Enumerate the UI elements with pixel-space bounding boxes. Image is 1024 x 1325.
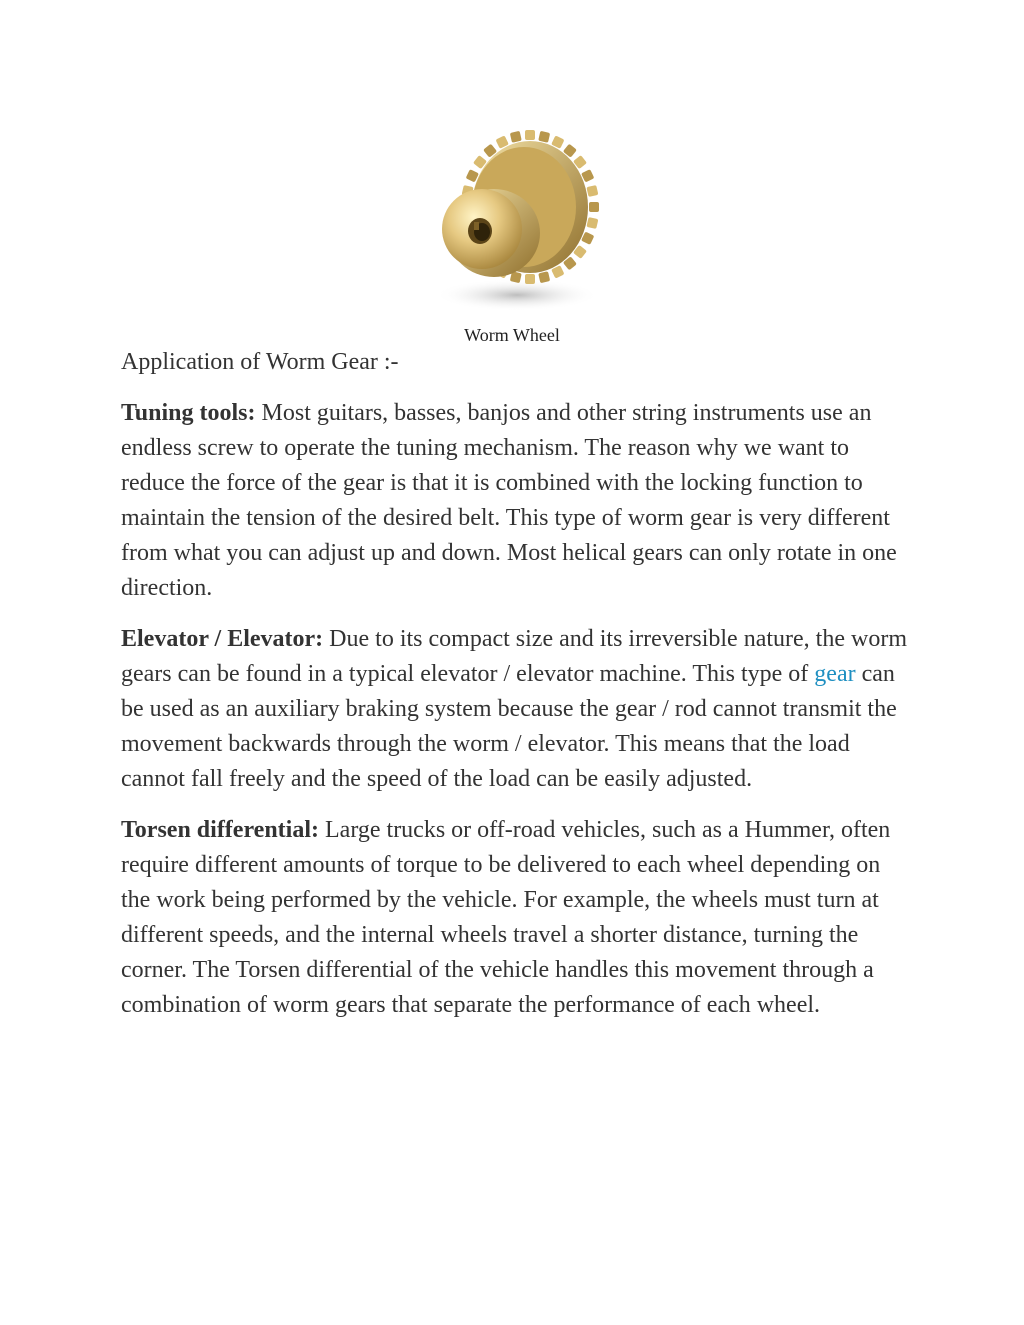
section-title: Elevator / Elevator: xyxy=(121,626,324,652)
section-title: Torsen differential: xyxy=(121,817,319,843)
section-text: Due to its compact size and its irreversible nature, the worm gears can be found in a typical elevator / elevator machine. This type of xyxy=(121,626,907,687)
section-text: can be used as an auxiliary braking system because the gear / rod cannot transmit the movement backwards through the worm / elevator. This means that the load cannot fall freely and the speed of the load can be easily adjusted. xyxy=(121,661,897,792)
section-torsen-differential xyxy=(121,813,911,1023)
gear-tooth xyxy=(538,131,550,143)
worm-wheel-image xyxy=(422,125,602,315)
gear-tooth xyxy=(589,202,599,212)
figure-caption: Worm Wheel xyxy=(464,325,560,345)
gear-link[interactable]: gear xyxy=(814,661,856,687)
section-text: Large trucks or off-road vehicles, such as a Hummer, often require different amounts of torque to be delivered to each wheel depending on the work being performed by the vehicle. For example, the wheels must turn at different speeds, and the internal wheels travel a shorter distance, turning the corner. The Torsen differential of the vehicle handles this movement through a combination of worm gears that separate the performance of each wheel. xyxy=(121,817,891,1018)
gear-tooth xyxy=(586,217,598,229)
section-text: Most guitars, basses, banjos and other string instruments use an endless screw to operate the tuning mechanism. The reason why we want to reduce the force of the gear is that it is combined with the locking function to maintain the tension of the desired belt. This type of worm gear is very different from what you can adjust up and down. Most helical gears can only rotate in one direction. xyxy=(121,400,897,601)
section-title: Tuning tools: xyxy=(121,400,256,426)
article-heading: Application of Worm Gear :- xyxy=(121,349,399,375)
gear-tooth xyxy=(525,274,535,284)
gear-tooth xyxy=(525,130,535,140)
section-tuning-tools xyxy=(121,396,911,606)
figure xyxy=(0,125,1024,346)
gear-tooth xyxy=(510,131,522,143)
article-body xyxy=(121,345,911,1039)
section-elevator xyxy=(121,622,911,797)
gear-tooth xyxy=(586,185,598,197)
